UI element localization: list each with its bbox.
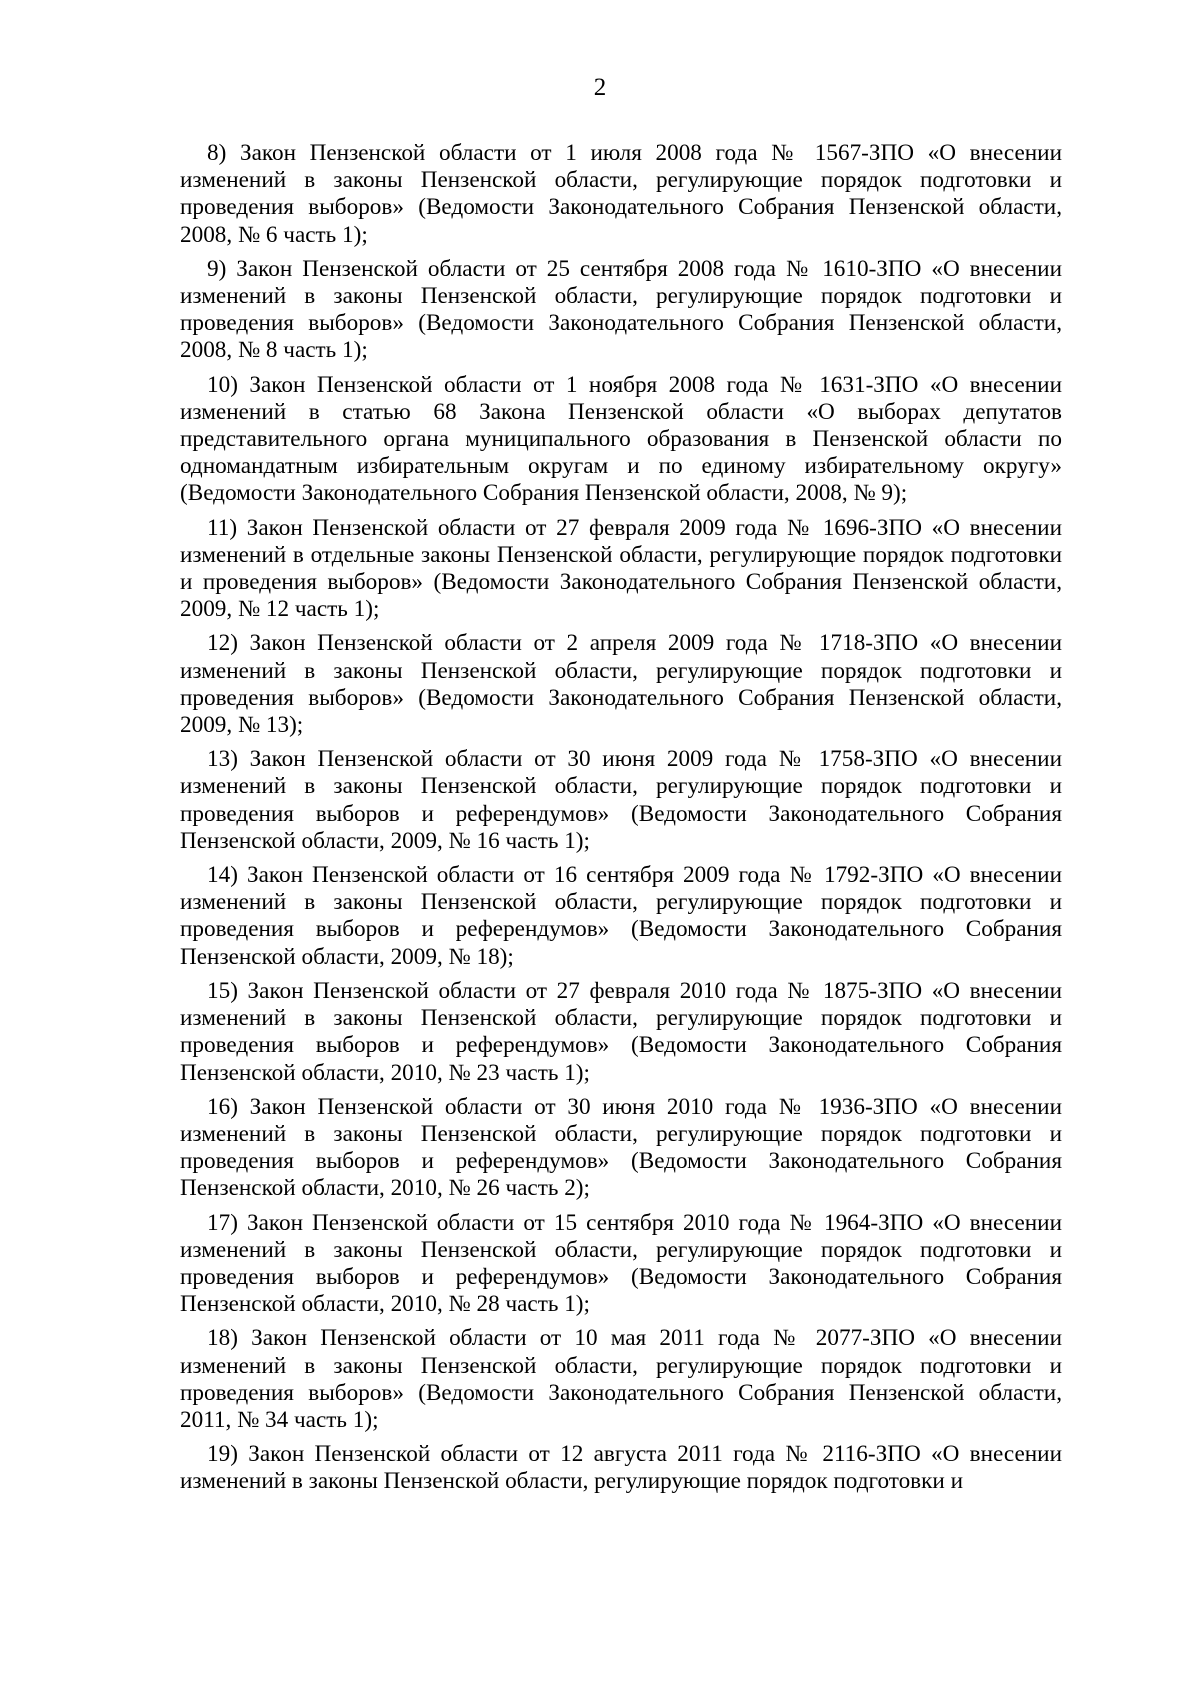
- list-item-17: 17) Закон Пензенской области от 15 сентября 2010 года № 1964-ЗПО «О внесении изменений в законы Пензенской области, регулирующие порядок подготовки и проведения выборов и референдумов» (Ведомости Законодательного Собрания Пензенской области, 2010, № 28 часть 1);: [180, 1209, 1062, 1318]
- list-item-19: 19) Закон Пензенской области от 12 августа 2011 года № 2116-ЗПО «О внесении изменений в законы Пензенской области, регулирующие порядок подготовки и: [180, 1441, 1062, 1495]
- list-item-14: 14) Закон Пензенской области от 16 сентября 2009 года № 1792-ЗПО «О внесении изменений в законы Пензенской области, регулирующие порядок подготовки и проведения выборов и референдумов» (Ведомости Законодательного Собрания Пензенской области, 2009, № 18);: [180, 862, 1062, 970]
- list-item-16: 16) Закон Пензенской области от 30 июня 2010 года № 1936-ЗПО «О внесении изменений в законы Пензенской области, регулирующие порядок подготовки и проведения выборов и референдумов» (Ведомости Законодательного Собрания Пензенской области, 2010, № 26 часть 2);: [180, 1093, 1062, 1202]
- list-item-13: 13) Закон Пензенской области от 30 июня 2009 года № 1758-ЗПО «О внесении изменений в законы Пензенской области, регулирующие порядок подготовки и проведения выборов и референдумов» (Ведомости Законодательного Собрания Пензенской области, 2009, № 16 часть 1);: [180, 746, 1062, 854]
- list-item-18: 18) Закон Пензенской области от 10 мая 2011 года № 2077-ЗПО «О внесении изменений в законы Пензенской области, регулирующие порядок подготовки и проведения выборов» (Ведомости Законодательного Собрания Пензенской области, 2011, № 34 часть 1);: [180, 1325, 1062, 1433]
- list-item-15: 15) Закон Пензенской области от 27 февраля 2010 года № 1875-ЗПО «О внесении изменений в законы Пензенской области, регулирующие порядок подготовки и проведения выборов и референдумов» (Ведомости Законодательного Собрания Пензенской области, 2010, № 23 часть 1);: [180, 977, 1062, 1086]
- list-item-11: 11) Закон Пензенской области от 27 февраля 2009 года № 1696-ЗПО «О внесении изменений в отдельные законы Пензенской области, регулирующие порядок подготовки и проведения выборов» (Ведомости Законодательного Собрания Пензенской области, 2009, № 12 часть 1);: [180, 514, 1062, 623]
- list-item-9: 9) Закон Пензенской области от 25 сентября 2008 года № 1610-ЗПО «О внесении изменений в законы Пензенской области, регулирующие порядок подготовки и проведения выборов» (Ведомости Законодательного Собрания Пензенской области, 2008, № 8 часть 1);: [180, 255, 1062, 364]
- list-item-10: 10) Закон Пензенской области от 1 ноября 2008 года № 1631-ЗПО «О внесении изменений в статью 68 Закона Пензенской области «О выборах депутатов представительного органа муниципального образования в Пензенской области по одномандатным избирательным округам и по единому избирательному округу» (Ведомости Законодательного Собрания Пензенской области, 2008, № 9);: [180, 371, 1062, 507]
- list-item-12: 12) Закон Пензенской области от 2 апреля 2009 года № 1718-ЗПО «О внесении изменений в законы Пензенской области, регулирующие порядок подготовки и проведения выборов» (Ведомости Законодательного Собрания Пензенской области, 2009, № 13);: [180, 630, 1062, 739]
- document-body: [180, 140, 1062, 1503]
- page-number: 2: [593, 74, 607, 101]
- list-item-8: 8) Закон Пензенской области от 1 июля 2008 года № 1567-ЗПО «О внесении изменений в законы Пензенской области, регулирующие порядок подготовки и проведения выборов» (Ведомости Законодательного Собрания Пензенской области, 2008, № 6 часть 1);: [180, 140, 1062, 248]
